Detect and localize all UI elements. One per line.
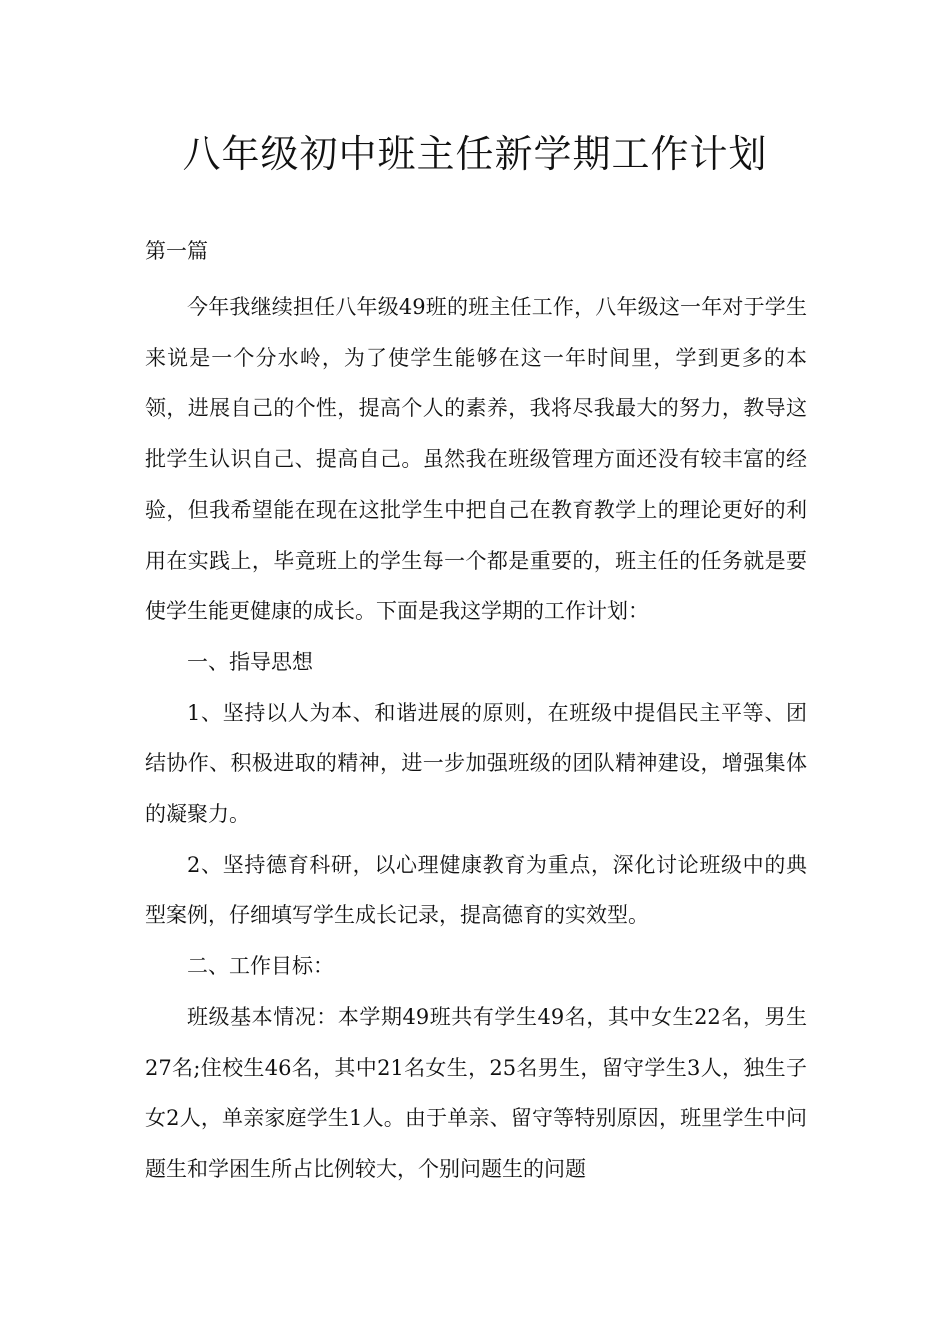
paragraph-point-2: 2、坚持德育科研，以心理健康教育为重点，深化讨论班级中的典型案例，仔细填写学生成长记录，提高德育的实效型。 [145,852,807,928]
document-body [145,282,807,1195]
document-title: 八年级初中班主任新学期工作计划 [182,132,768,176]
paragraph-point-1: 1、坚持以人为本、和谐进展的原则，在班级中提倡民主平等、团结协作、积极进取的精神，进一步加强班级的团队精神建设，增强集体的凝聚力。 [145,700,807,827]
heading-work-goals: 二、工作目标： [187,954,334,979]
paragraph-class-situation: 班级基本情况：本学期49班共有学生49名，其中女生22名，男生27名;住校生46名，其中21名女生，25名男生，留守学生3人，独生子女2人，单亲家庭学生1人。由于单亲、留守等特别原因，班里学生中问题生和学困生所占比例较大，个别问题生的问题 [145,1004,807,1181]
paragraph-intro: 今年我继续担任八年级49班的班主任工作，八年级这一年对于学生来说是一个分水岭，为了使学生能够在这一年时间里，学到更多的本领，进展自己的个性，提高个人的素养，我将尽我最大的努力，教导这批学生认识自己、提高自己。虽然我在班级管理方面还没有较丰富的经验，但我希望能在现在这批学生中把自己在教育教学上的理论更好的利用在实践上，毕竟班上的学生每一个都是重要的，班主任的任务就是要使学生能更健康的成长。下面是我这学期的工作计划： [145,295,807,624]
section-label: 第一篇 [145,239,208,263]
heading-guiding-ideology: 一、指导思想 [187,649,313,674]
